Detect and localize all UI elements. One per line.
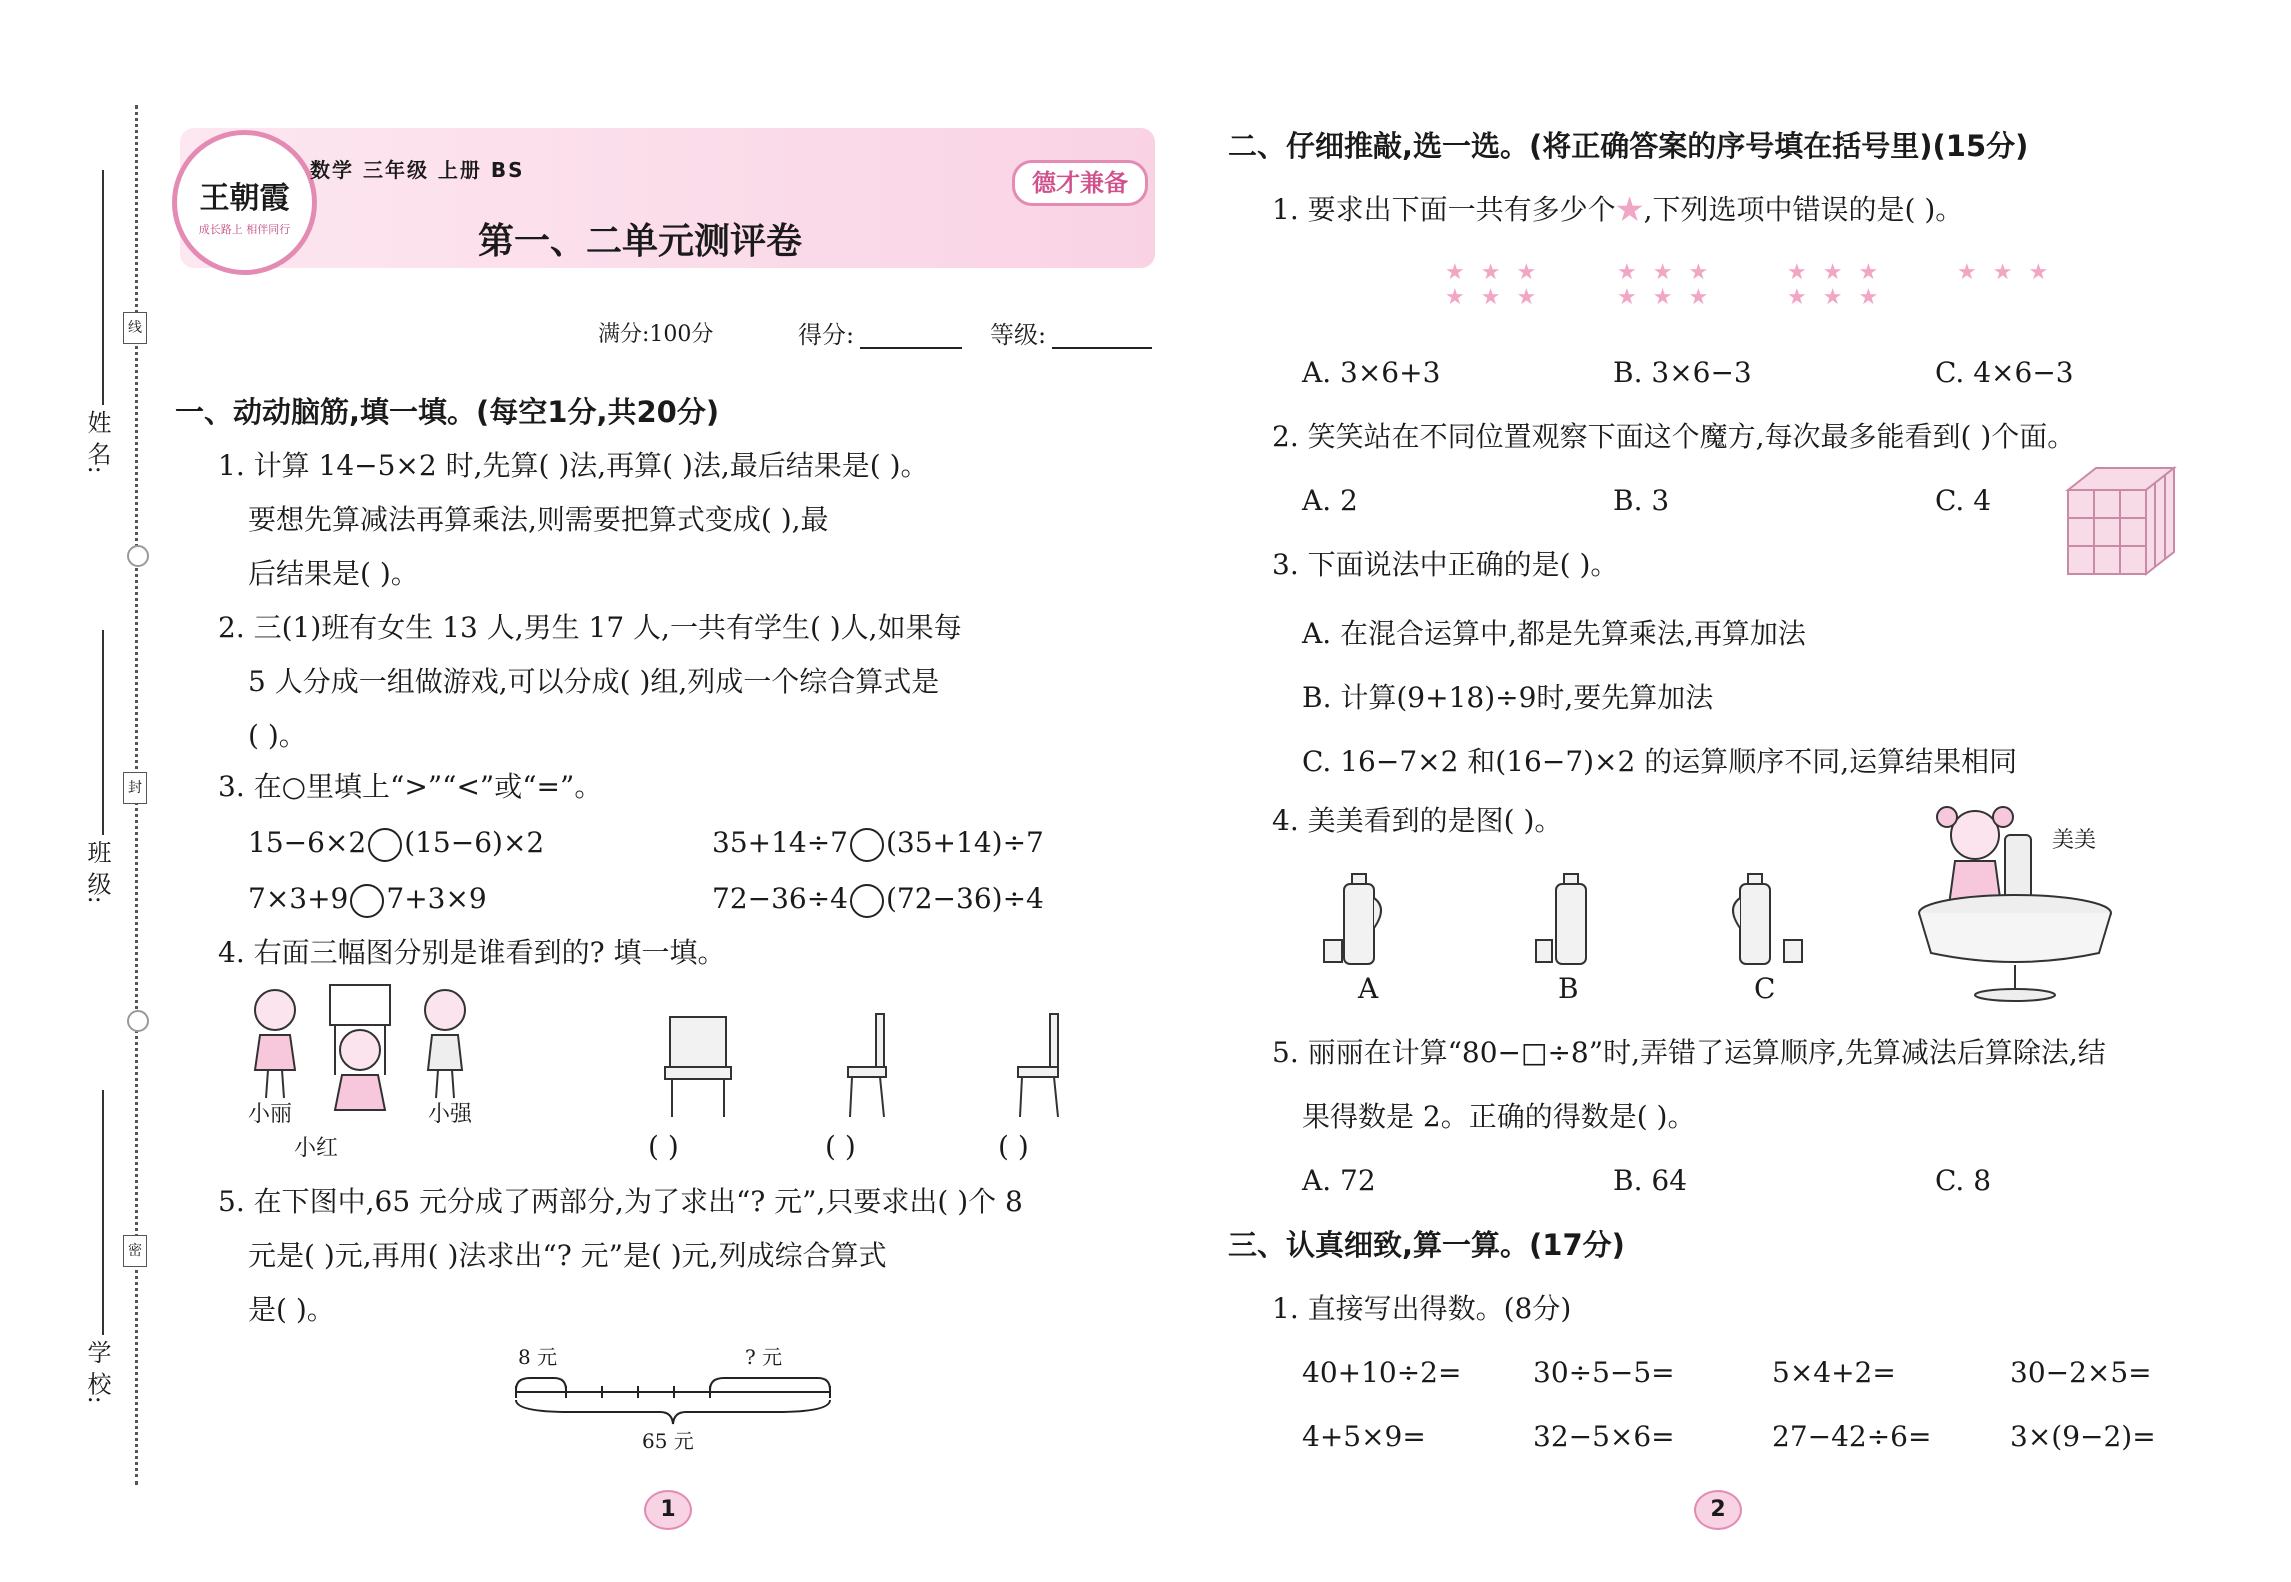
chair-side-view [838, 1012, 898, 1122]
section3-title: 三、认真细致,算一算。(17分) [1228, 1228, 1625, 1262]
answer-blank[interactable]: ( ) [648, 1130, 679, 1163]
s1-q5-line3: 是( )。 [248, 1293, 335, 1326]
subject-line: 数学 三年级 上册 BS [310, 158, 525, 182]
s2-q3: 3. 下面说法中正确的是( )。 [1272, 548, 1619, 581]
s3-q1: 1. 直接写出得数。(8分) [1272, 1292, 1572, 1325]
calc-item[interactable]: 32−5×6= [1533, 1420, 1675, 1453]
s2-q4: 4. 美美看到的是图( )。 [1272, 804, 1563, 837]
seal-mark: 封 [123, 772, 147, 804]
compare-row [248, 826, 544, 862]
name-xiaoli: 小丽 [248, 1102, 293, 1127]
magic-cube-image [2058, 462, 2178, 580]
s2-q1-option-c[interactable]: C. 4×6−3 [1935, 356, 2074, 389]
s2-q2-option-b[interactable]: B. 3 [1613, 484, 1670, 517]
compare-row [712, 826, 1044, 862]
name-label: 姓 名: [83, 410, 111, 474]
section1-title: 一、动动脑筋,填一填。(每空1分,共20分) [175, 395, 720, 429]
s2-q5-line1: 5. 丽丽在计算“80−□÷8”时,弄错了运算顺序,先算减法后算除法,结 [1272, 1036, 2106, 1069]
compare-circle[interactable] [350, 884, 384, 918]
class-underline [102, 630, 104, 835]
name-xiaoqiang: 小强 [428, 1102, 473, 1127]
s1-q1-line3: 后结果是( )。 [248, 557, 419, 590]
s2-q3-option-b[interactable]: B. 计算(9+18)÷9时,要先算加法 [1302, 681, 1714, 714]
s1-q2-line3: ( )。 [248, 719, 307, 752]
compare-row [712, 882, 1044, 918]
star-icon: ★★★ [1617, 285, 1725, 310]
star-icon: ★★★ [1445, 285, 1553, 310]
s2-q2-option-c[interactable]: C. 4 [1935, 484, 1992, 517]
calc-item[interactable]: 30÷5−5= [1533, 1356, 1675, 1389]
close-mark: 密 [123, 1235, 147, 1267]
star-icon: ★ [1615, 193, 1644, 226]
s2-q1-option-b[interactable]: B. 3×6−3 [1613, 356, 1752, 389]
class-label: 班 级: [83, 840, 111, 904]
answer-blank[interactable]: ( ) [998, 1130, 1029, 1163]
segment-diagram [510, 1370, 840, 1430]
thermos-view-c [1718, 868, 1818, 968]
line-mark: 线 [123, 312, 147, 344]
compare-circle[interactable] [850, 828, 884, 862]
section2-title: 二、仔细推敲,选一选。(将正确答案的序号填在括号里)(15分) [1228, 129, 2029, 163]
calc-item[interactable]: 40+10÷2= [1302, 1356, 1462, 1389]
name-underline [102, 170, 104, 405]
compare-circle[interactable] [850, 884, 884, 918]
chair-other-side-view [1010, 1012, 1070, 1122]
compare-right: (15−6)×2 [404, 826, 545, 859]
calc-item[interactable]: 4+5×9= [1302, 1420, 1426, 1453]
answer-blank[interactable]: ( ) [825, 1130, 856, 1163]
star-icon: ★★★ [1445, 260, 1553, 285]
s1-q5-line2: 元是( )元,再用( )法求出“? 元”是( )元,列成综合算式 [248, 1239, 887, 1272]
s2-q5-option-a[interactable]: A. 72 [1302, 1164, 1376, 1197]
compare-right: 7+3×9 [386, 882, 487, 915]
compare-circle[interactable] [368, 828, 402, 862]
s2-q1 [1272, 193, 1963, 227]
grade-label: 等级: [990, 321, 1047, 349]
star-icon: ★★★ [1787, 260, 1895, 285]
diagram-left-label: 8 元 [518, 1345, 558, 1369]
thermos-view-b [1530, 868, 1620, 968]
thermos-view-a [1322, 868, 1412, 968]
compare-right: (72−36)÷4 [886, 882, 1044, 915]
compare-left: 72−36÷4 [712, 882, 848, 915]
star-icon: ★★★ [1617, 260, 1725, 285]
thermos-label-c: C [1754, 972, 1776, 1005]
calc-item[interactable]: 5×4+2= [1772, 1356, 1896, 1389]
brand-name: 王朝霞 [199, 181, 290, 216]
s1-q2-line2: 5 人分成一组做游戏,可以分成( )组,列成一个综合算式是 [248, 665, 940, 698]
score-blank[interactable] [860, 347, 962, 349]
name-xiaohong: 小红 [294, 1136, 339, 1161]
calc-item[interactable]: 30−2×5= [2010, 1356, 2152, 1389]
school-label: 学 校: [83, 1340, 111, 1404]
page-number-right: 2 [1694, 1490, 1742, 1530]
s2-q5-option-b[interactable]: B. 64 [1613, 1164, 1688, 1197]
s1-q5-line1: 5. 在下图中,65 元分成了两部分,为了求出“? 元”,只要求出( )个 8 [218, 1185, 1023, 1218]
star-group [1787, 260, 1894, 310]
s2-q3-option-a[interactable]: A. 在混合运算中,都是先算乘法,再算加法 [1302, 617, 1806, 650]
diagram-right-label: ? 元 [745, 1345, 783, 1369]
badge: 德才兼备 [1012, 160, 1148, 206]
s2-q3-option-c[interactable]: C. 16−7×2 和(16−7)×2 的运算顺序不同,运算结果相同 [1302, 745, 2018, 778]
brand-slogan: 成长路上 相伴同行 [198, 223, 291, 236]
full-score: 满分:100分 [598, 322, 714, 347]
chair-front-view [660, 1012, 736, 1122]
s1-q3-title: 3. 在○里填上“>”“<”或“=”。 [218, 770, 603, 803]
binding-hole [127, 1010, 149, 1032]
s1-q2-line1: 2. 三(1)班有女生 13 人,男生 17 人,一共有学生( )人,如果每 [218, 611, 962, 644]
s2-q2-option-a[interactable]: A. 2 [1302, 484, 1358, 517]
compare-right: (35+14)÷7 [886, 826, 1044, 859]
s2-q5-line2: 果得数是 2。正确的得数是( )。 [1302, 1100, 1696, 1133]
page-title: 第一、二单元测评卷 [478, 221, 803, 262]
binding-hole [127, 545, 149, 567]
star-group [1617, 260, 1724, 310]
diagram-total-label: 65 元 [642, 1429, 694, 1453]
s1-q1-line2: 要想先算减法再算乘法,则需要把算式变成( ),最 [248, 503, 829, 536]
calc-item[interactable]: 3×(9−2)= [2010, 1420, 2156, 1453]
brand-logo [172, 130, 317, 275]
s2-q1-option-a[interactable]: A. 3×6+3 [1302, 356, 1441, 389]
s2-q1-tail: ,下列选项中错误的是( )。 [1643, 193, 1964, 226]
calc-item[interactable]: 27−42÷6= [1772, 1420, 1932, 1453]
thermos-label-b: B [1558, 972, 1579, 1005]
meimei-label: 美美 [2052, 828, 2097, 853]
thermos-label-a: A [1358, 972, 1379, 1005]
star-icon: ★★★ [1957, 260, 2065, 285]
s2-q5-option-c[interactable]: C. 8 [1935, 1164, 1992, 1197]
star-group [1957, 260, 2064, 285]
page-number-left: 1 [644, 1490, 692, 1530]
s2-q2: 2. 笑笑站在不同位置观察下面这个魔方,每次最多能看到( )个面。 [1272, 420, 2076, 453]
score-label: 得分: [798, 321, 855, 349]
school-underline [102, 1090, 104, 1335]
grade-blank[interactable] [1052, 347, 1152, 349]
s1-q1-line1: 1. 计算 14−5×2 时,先算( )法,再算( )法,最后结果是( )。 [218, 449, 929, 482]
s1-q4-title: 4. 右面三幅图分别是谁看到的? 填一填。 [218, 936, 726, 969]
star-icon: ★★★ [1787, 285, 1895, 310]
s2-q1-text: 1. 要求出下面一共有多少个 [1272, 193, 1616, 226]
compare-row [248, 882, 487, 918]
star-group [1445, 260, 1552, 310]
compare-left: 15−6×2 [248, 826, 367, 859]
compare-left: 7×3+9 [248, 882, 349, 915]
compare-left: 35+14÷7 [712, 826, 848, 859]
